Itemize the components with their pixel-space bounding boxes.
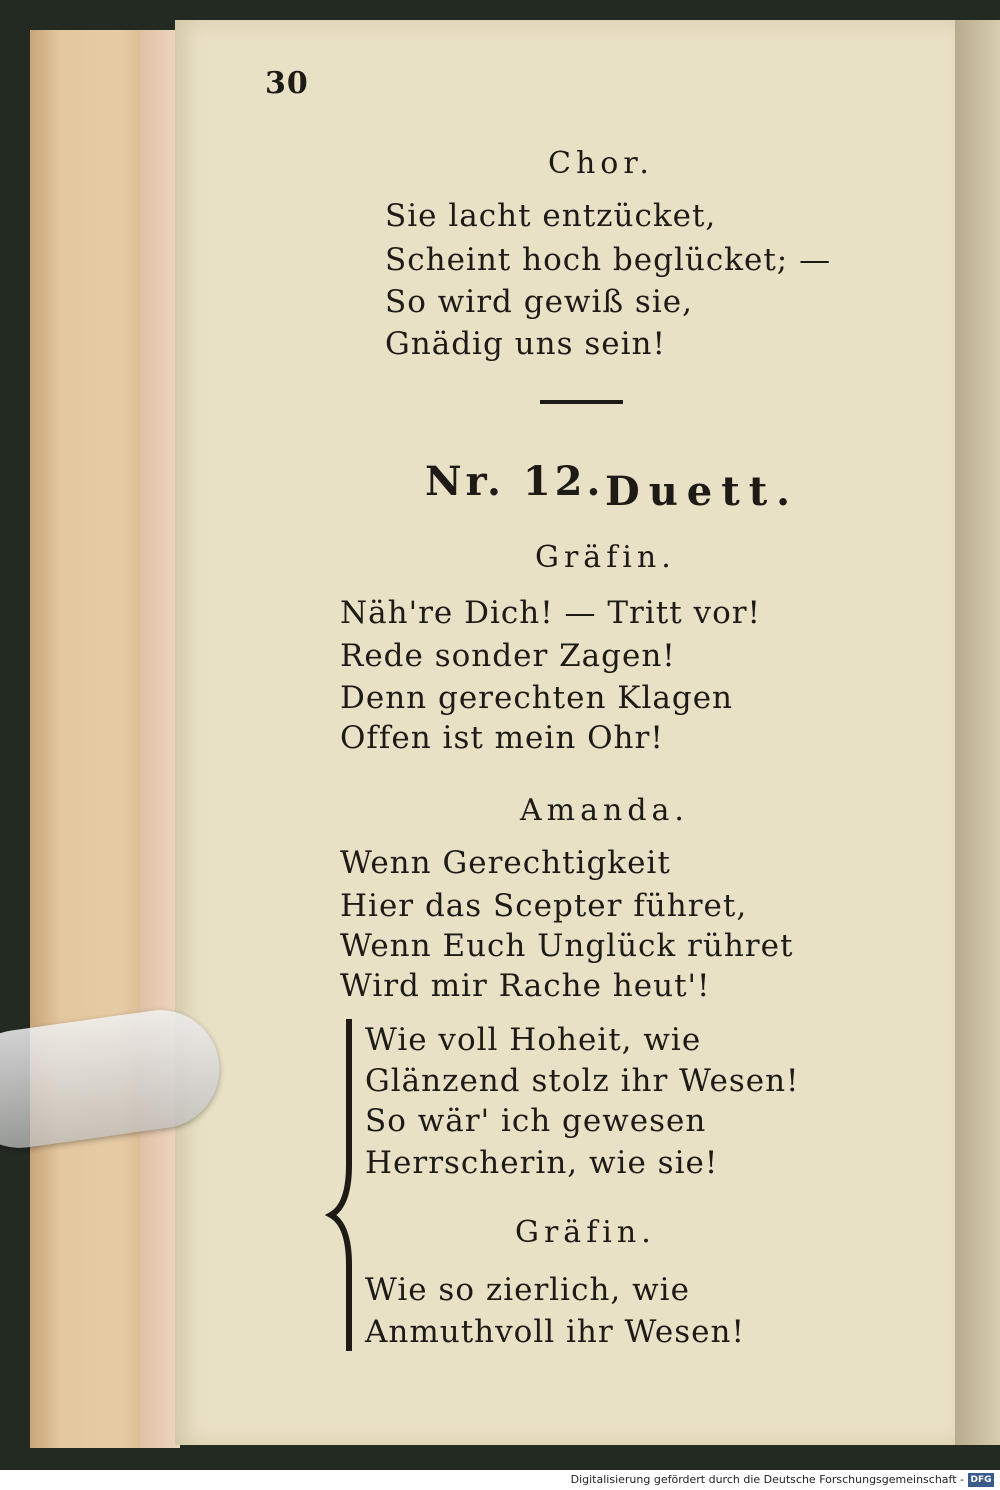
graefin-line-2: Anmuthvoll ihr Wesen! bbox=[365, 1314, 745, 1350]
chorus-line: Scheint hoch beglücket; — bbox=[385, 242, 832, 278]
graefin-heading-2: Gräfin. bbox=[515, 1215, 656, 1250]
footer-bar bbox=[0, 1470, 1000, 1490]
amanda-heading: Amanda. bbox=[520, 793, 689, 828]
graefin-line: Näh're Dich! — Tritt vor! bbox=[340, 595, 762, 631]
duet-line: Glänzend stolz ihr Wesen! bbox=[365, 1063, 800, 1099]
duet-line: Herrscherin, wie sie! bbox=[365, 1145, 719, 1181]
amanda-line: Wird mir Rache heut'! bbox=[340, 968, 711, 1004]
graefin-line: Rede sonder Zagen! bbox=[340, 638, 676, 674]
duet-brace bbox=[325, 1015, 355, 1355]
facing-page-edge bbox=[955, 20, 1000, 1445]
section-kind: Duett. bbox=[605, 468, 800, 515]
duet-line: So wär' ich gewesen bbox=[365, 1103, 707, 1139]
book-inner-edge bbox=[140, 30, 180, 1448]
footer-credit: Digitalisierung gefördert durch die Deutsche Forschungsgemeinschaft - bbox=[570, 1473, 964, 1486]
amanda-line: Wenn Gerechtigkeit bbox=[340, 845, 671, 881]
graefin-heading: Gräfin. bbox=[535, 540, 676, 575]
graefin-line: Offen ist mein Ohr! bbox=[340, 720, 664, 756]
page-number: 30 bbox=[265, 66, 309, 101]
section-number: Nr. 12. bbox=[425, 458, 605, 505]
graefin-line-2: Wie so zierlich, wie bbox=[365, 1272, 690, 1308]
chorus-line: Gnädig uns sein! bbox=[385, 326, 666, 362]
chorus-line: Sie lacht entzücket, bbox=[385, 198, 717, 234]
section-divider bbox=[540, 400, 623, 404]
graefin-line: Denn gerechten Klagen bbox=[340, 680, 733, 716]
amanda-line: Hier das Scepter führet, bbox=[340, 888, 748, 924]
duet-line: Wie voll Hoheit, wie bbox=[365, 1022, 702, 1058]
amanda-line: Wenn Euch Unglück rühret bbox=[340, 928, 794, 964]
chorus-line: So wird gewiß sie, bbox=[385, 284, 693, 320]
chorus-heading: Chor. bbox=[548, 146, 654, 181]
dfg-logo-icon: DFG bbox=[968, 1473, 994, 1487]
